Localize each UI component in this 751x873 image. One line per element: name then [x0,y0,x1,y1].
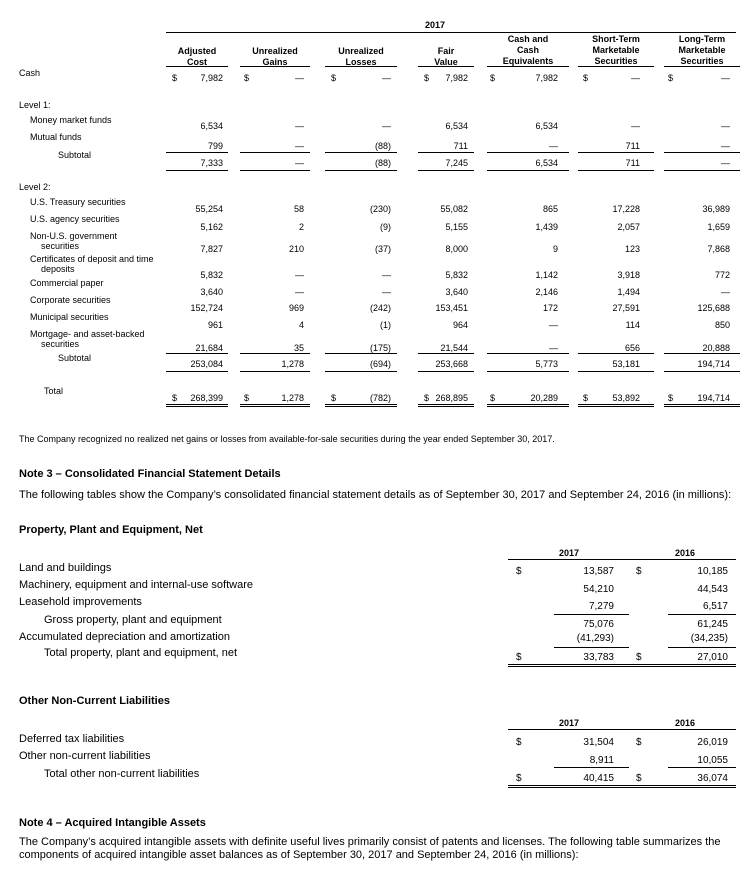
cell-value: — [295,287,304,297]
underline-rule [418,152,474,153]
cell-value: 5,155 [445,222,468,232]
cell-value: 210 [288,244,304,254]
cell-value: 7,982 [200,73,223,83]
cell-value: 9 [552,244,558,254]
underline-rule [166,371,228,372]
cell-value: 153,451 [435,303,468,313]
cell-value: 6,534 [535,158,558,168]
currency-symbol: $ [636,773,642,784]
cell-value: 711 [625,158,640,168]
cell-value: (37) [374,244,391,254]
cell-value: 1,439 [535,222,558,232]
row-label: Leasehold improvements [19,596,142,608]
header-rule [166,66,228,67]
row-label-continuation: securities [41,339,80,349]
cell-value: — [721,158,730,168]
currency-symbol: $ [636,566,642,577]
col-header-short-term: Short-Term Marketable Securities [592,34,640,66]
cell-value: — [549,343,558,353]
row-label: U.S. Treasury securities [30,197,126,207]
cell-value: 152,724 [190,303,223,313]
row-label: Machinery, equipment and internal-use software [19,579,253,591]
currency-symbol: $ [172,393,178,403]
cell-value: — [721,73,730,83]
cell-value: — [295,121,304,131]
underline-rule [664,353,740,354]
note4-text: The Company’s acquired intangible assets with definite useful lives primarily consist of patents and licenses. The following table summarizes the components of acquired intangible asset balances as of September 30, 2017 and September 24, 2016 (in millions): [19,836,721,861]
cell-value: 5,773 [535,359,558,369]
row-label: Deferred tax liabilities [19,733,125,745]
underline-rule [508,785,629,786]
underline-rule [578,353,654,354]
row-label-continuation: deposits [41,264,75,274]
cell-value: 125,688 [697,303,730,313]
cell-value: 20,888 [702,343,730,353]
underline-rule [508,787,629,788]
cell-value: 6,534 [535,121,558,131]
col-header-cash-equivalents: Cash and Cash Equivalents [502,34,554,66]
underline-rule [668,647,736,648]
currency-symbol: $ [583,73,589,83]
cell-value: 3,640 [445,287,468,297]
cell-value: 961 [207,320,223,330]
currency-symbol: $ [516,773,522,784]
cell-value-2017: 8,911 [589,755,614,766]
underline-rule [166,170,228,171]
cell-value: (88) [374,141,391,151]
cell-value: (782) [369,393,391,403]
cell-value: 711 [625,141,640,151]
cell-value: 969 [288,303,304,313]
cell-value: 2 [298,222,304,232]
cell-value: 799 [207,141,223,151]
underline-rule [166,406,228,407]
currency-symbol: $ [331,73,337,83]
cell-value: 772 [714,270,730,280]
cell-value: — [631,73,640,83]
currency-symbol: $ [516,737,522,748]
cell-value: — [382,287,391,297]
cell-value: 7,982 [445,73,468,83]
row-label: Land and buildings [19,562,112,574]
cell-value: 1,659 [707,222,730,232]
cell-value: 53,181 [612,359,640,369]
cell-value-2017: 31,504 [583,737,614,748]
section-label-level1: Level 1: [19,100,51,110]
currency-symbol: $ [244,73,250,83]
cell-value-2017: 40,415 [583,773,614,784]
section-label-level2: Level 2: [19,182,51,192]
underline-rule [325,406,397,407]
underline-rule [624,787,736,788]
underline-rule [578,406,654,407]
header-rule [418,66,474,67]
underline-rule [508,664,629,665]
oncl-col-2016: 2016 [674,718,696,728]
underline-rule [578,371,654,372]
cell-value-2016: 27,010 [697,652,728,663]
row-label: Total other non-current liabilities [44,768,200,780]
currency-symbol: $ [668,73,674,83]
underline-rule [240,404,310,405]
cell-value: 172 [542,303,558,313]
underline-rule [240,406,310,407]
cell-value: — [295,158,304,168]
underline-rule [487,353,569,354]
cell-value: 55,254 [195,204,223,214]
cell-value: 53,892 [612,393,640,403]
cell-value: 3,918 [617,270,640,280]
underline-rule [668,614,736,615]
cell-value-2017: 33,783 [583,652,614,663]
cell-value: (230) [369,204,391,214]
currency-symbol: $ [424,73,430,83]
underline-rule [664,170,740,171]
row-label-cash: Cash [19,68,41,78]
cell-value: 268,895 [435,393,468,403]
cell-value-2017: (41,293) [576,633,614,644]
cell-value-2016: 10,185 [697,566,728,577]
header-rule [487,66,569,67]
cell-value: — [382,270,391,280]
cell-value: 1,278 [281,393,304,403]
header-rule [240,66,310,67]
underline-rule [166,353,228,354]
underline-rule [325,152,397,153]
underline-rule [418,406,474,407]
cell-value: 964 [452,320,468,330]
cell-value: 58 [293,204,304,214]
row-label-total: Total [44,386,64,396]
currency-symbol: $ [636,737,642,748]
underline-rule [664,404,740,405]
col-header-adjusted-cost: Adjusted Cost [177,46,217,67]
row-label: Commercial paper [30,278,104,288]
cell-value-2017: 13,587 [583,566,614,577]
underline-rule [325,353,397,354]
cell-value: 656 [624,343,640,353]
cell-value: 6,534 [200,121,223,131]
underline-rule [240,152,310,153]
year-header: 2017 [424,20,446,30]
cell-value: 17,228 [612,204,640,214]
underline-rule [624,664,736,665]
underline-rule [664,152,740,153]
cell-value: — [721,121,730,131]
currency-symbol: $ [172,73,178,83]
underline-rule [554,647,629,648]
row-label: Corporate securities [30,295,111,305]
col-header-unrealized-losses: Unrealized Losses [338,46,384,67]
underline-rule [664,406,740,407]
cell-value: 3,640 [200,287,223,297]
cell-value: 5,832 [200,270,223,280]
cell-value: 123 [624,244,640,254]
currency-symbol: $ [636,652,642,663]
oncl-header-rule [508,729,629,730]
col-header-fair-value: Fair Value [434,46,458,67]
cell-value: 194,714 [697,393,730,403]
cell-value: 5,832 [445,270,468,280]
cell-value: — [721,141,730,151]
cell-value: — [631,121,640,131]
cell-value-2017: 54,210 [583,584,614,595]
cell-value: 2,057 [617,222,640,232]
cell-value: 21,544 [440,343,468,353]
underline-rule [166,404,228,405]
cell-value-2017: 7,279 [588,601,614,612]
row-label: Total property, plant and equipment, net [44,647,238,659]
cell-value: 35 [293,343,304,353]
cell-value: — [549,320,558,330]
cell-value: 1,278 [281,359,304,369]
cell-value: 55,082 [440,204,468,214]
row-label: Non-U.S. government [30,231,118,241]
cell-value: 21,684 [195,343,223,353]
row-label-subtotal: Subtotal [58,353,92,363]
row-label: U.S. agency securities [30,214,120,224]
row-label: Gross property, plant and equipment [44,614,222,626]
ppe-header-rule [508,559,629,560]
cell-value: 20,289 [530,393,558,403]
underline-rule [487,170,569,171]
currency-symbol: $ [668,393,674,403]
cell-value-2017: 75,076 [583,619,614,630]
year-rule [166,32,736,33]
cell-value: 253,084 [190,359,223,369]
underline-rule [418,353,474,354]
cell-value: 865 [542,204,558,214]
cell-value: — [721,287,730,297]
underline-rule [487,371,569,372]
ppe-header-rule [624,559,736,560]
oncl-col-2017: 2017 [558,718,580,728]
currency-symbol: $ [331,393,337,403]
underline-rule [554,767,629,768]
note4-title: Note 4 – Acquired Intangible Assets [19,817,206,829]
underline-rule [578,170,654,171]
cell-value: 1,142 [535,270,558,280]
underline-rule [325,371,397,372]
col-header-long-term: Long-Term Marketable Securities [678,34,726,66]
row-label: Accumulated depreciation and amortization [19,631,230,643]
cell-value: — [382,121,391,131]
cell-value: — [295,141,304,151]
cell-value: (88) [374,158,391,168]
currency-symbol: $ [424,393,430,403]
cell-value: 114 [625,320,640,330]
cell-value-2016: 44,543 [697,584,728,595]
cell-value: 850 [714,320,730,330]
currency-symbol: $ [490,393,496,403]
cell-value-2016: 61,245 [697,619,728,630]
cell-value: (9) [380,222,391,232]
cell-value: 7,245 [445,158,468,168]
underline-rule [325,170,397,171]
cell-value: 8,000 [445,244,468,254]
underline-rule [418,170,474,171]
underline-rule [240,371,310,372]
cell-value: 7,827 [200,244,223,254]
row-label: Money market funds [30,115,112,125]
row-label: Other non-current liabilities [19,750,151,762]
cell-value: 7,982 [535,73,558,83]
underline-rule [554,614,629,615]
underline-rule [578,152,654,153]
underline-rule [487,406,569,407]
realized-gains-note: The Company recognized no realized net gains or losses from available-for-sale securities during the year ended September 30, 2017. [19,434,555,444]
underline-rule [487,152,569,153]
cell-value: (694) [369,359,391,369]
cell-value: 194,714 [697,359,730,369]
underline-rule [624,785,736,786]
cell-value: (1) [380,320,391,330]
col-header-unrealized-gains: Unrealized Gains [252,46,298,67]
currency-symbol: $ [244,393,250,403]
cell-value-2016: 36,074 [697,773,728,784]
cell-value-2016: 26,019 [697,737,728,748]
cell-value-2016: (34,235) [690,633,728,644]
cell-value: — [549,141,558,151]
currency-symbol: $ [583,393,589,403]
cell-value: 711 [453,141,468,151]
underline-rule [418,404,474,405]
cell-value: 253,668 [435,359,468,369]
currency-symbol: $ [490,73,496,83]
cell-value-2016: 6,517 [702,601,728,612]
row-label: Mortgage- and asset-backed [30,329,145,339]
cell-value: 27,591 [612,303,640,313]
currency-symbol: $ [516,652,522,663]
underline-rule [325,404,397,405]
cell-value: (242) [369,303,391,313]
header-rule [325,66,397,67]
cell-value: 268,399 [190,393,223,403]
header-rule [664,66,740,67]
oncl-title: Other Non-Current Liabilities [19,695,170,707]
underline-rule [578,404,654,405]
row-label-subtotal: Subtotal [58,150,92,160]
underline-rule [508,666,629,667]
cell-value: 4 [298,320,304,330]
row-label-continuation: securities [41,241,80,251]
underline-rule [240,170,310,171]
header-rule [578,66,654,67]
underline-rule [418,371,474,372]
cell-value: 36,989 [702,204,730,214]
row-label: Mutual funds [30,132,82,142]
note3-intro: The following tables show the Company’s consolidated financial statement details as of September 30, 2017 and September 24, 2016 (in millions): [19,489,732,501]
underline-rule [664,371,740,372]
underline-rule [240,353,310,354]
cell-value-2016: 10,055 [697,755,728,766]
ppe-col-2017: 2017 [558,548,580,558]
ppe-col-2016: 2016 [674,548,696,558]
ppe-title: Property, Plant and Equipment, Net [19,524,203,536]
underline-rule [668,767,736,768]
oncl-header-rule [624,729,736,730]
row-label: Municipal securities [30,312,109,322]
cell-value: 1,494 [617,287,640,297]
cell-value: 6,534 [445,121,468,131]
cell-value: 5,162 [200,222,223,232]
cell-value: — [382,73,391,83]
note3-title: Note 3 – Consolidated Financial Statement Details [19,468,281,480]
cell-value: 7,868 [707,244,730,254]
currency-symbol: $ [516,566,522,577]
cell-value: — [295,73,304,83]
underline-rule [487,404,569,405]
underline-rule [166,152,228,153]
underline-rule [624,666,736,667]
cell-value: (175) [369,343,391,353]
cell-value: 7,333 [200,158,223,168]
row-label: Certificates of deposit and time [30,254,154,264]
cell-value: 2,146 [535,287,558,297]
cell-value: — [295,270,304,280]
